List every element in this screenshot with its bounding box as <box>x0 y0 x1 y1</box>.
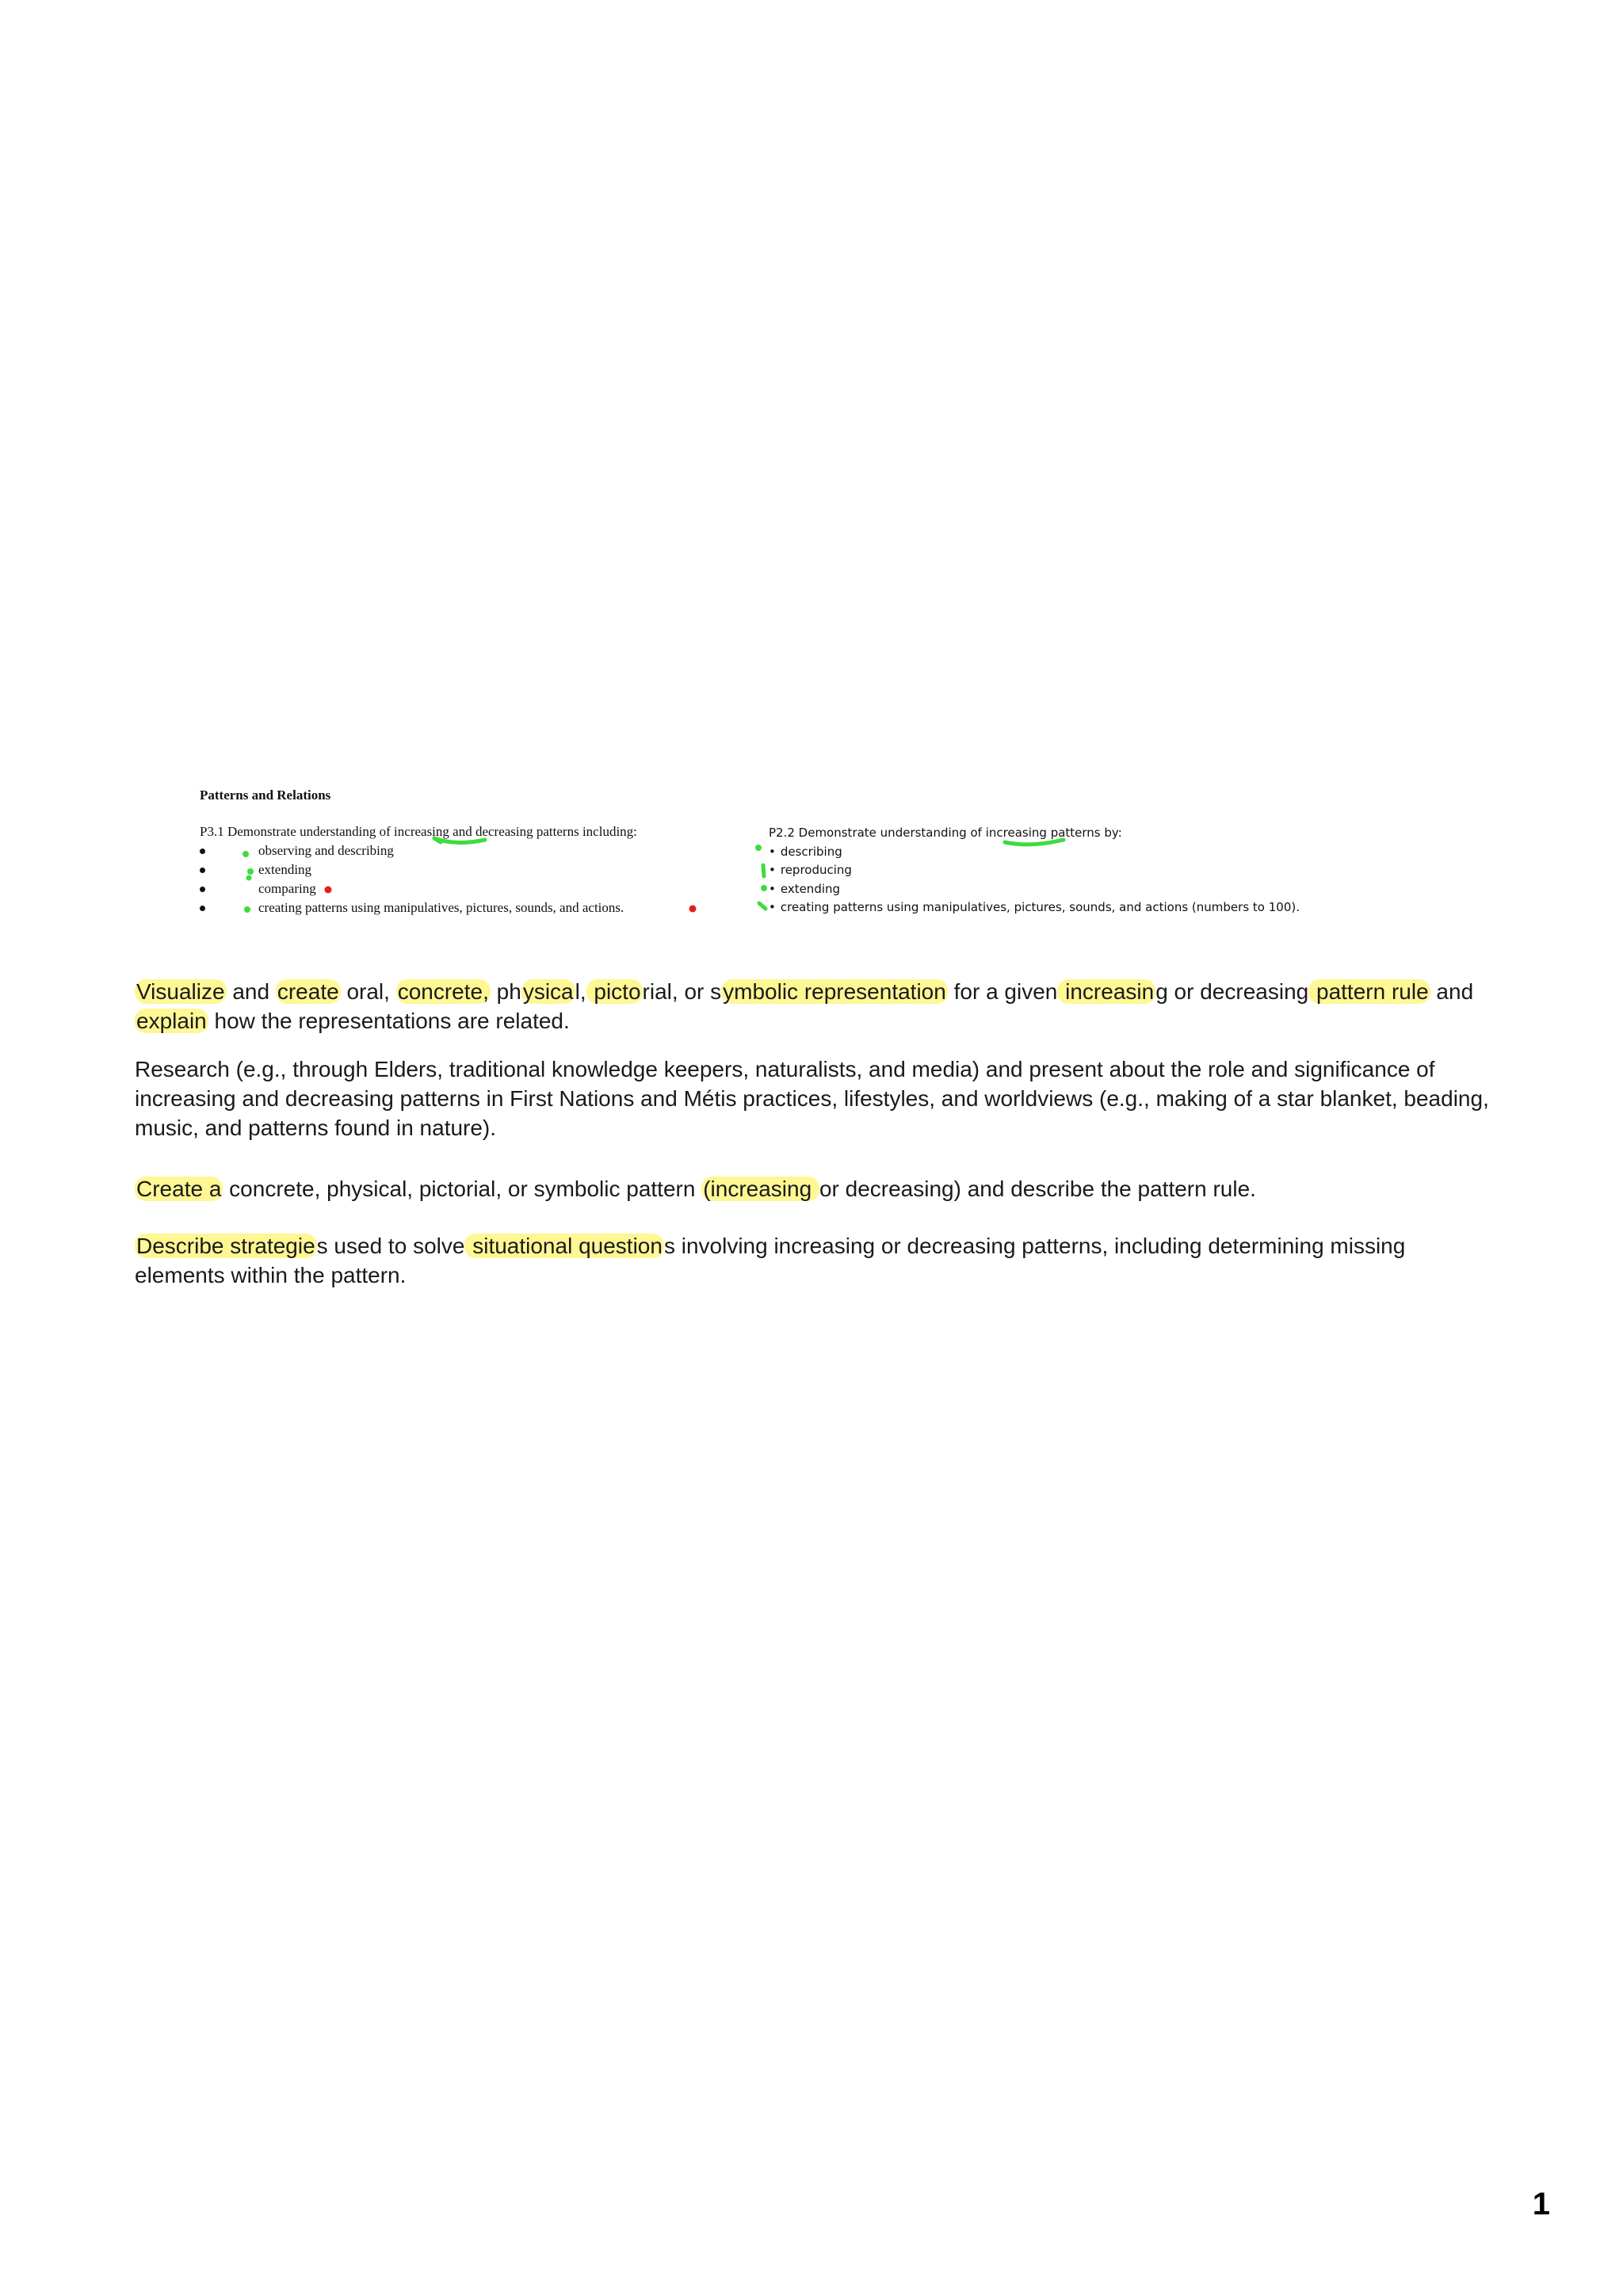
highlight: Visualize <box>136 979 225 1004</box>
green-dot-mark <box>761 885 767 891</box>
highlight: concrete, <box>397 979 489 1004</box>
green-underline-mark <box>1005 840 1064 845</box>
green-tick-mark <box>763 865 764 876</box>
red-dot-mark <box>325 887 332 894</box>
outcome-p2-2-statement: P2.2 Demonstrate understanding of increasing patterns by: <box>769 826 1122 840</box>
highlight: create <box>277 979 339 1004</box>
green-tick-mark <box>759 903 766 909</box>
highlight: increasin <box>1059 979 1155 1004</box>
green-dot-mark <box>242 851 249 857</box>
list-item: • creating patterns using manipulatives, pictures, sounds, and actions (numbers to 100). <box>769 900 1300 914</box>
indicator-paragraph-4: Describe strategies used to solve situational questions involving increasing or decreasing patterns, including determining missing elements within the pattern. <box>135 1234 1406 1287</box>
list-item: extending <box>200 860 739 879</box>
keyword-increasing: increasing <box>985 826 1047 840</box>
highlight: explain <box>136 1009 207 1033</box>
outcome-p3-1-statement: P3.1 Demonstrate understanding of increasing and decreasing patterns including: <box>200 824 637 839</box>
highlight: picto <box>587 979 641 1004</box>
list-item: observing and describing <box>200 841 739 860</box>
list-item: • reproducing <box>769 863 852 877</box>
highlight: ymbolic representation <box>723 979 946 1004</box>
highlight: situational question <box>466 1234 663 1258</box>
list-item: creating patterns using manipulatives, pictures, sounds, and actions. <box>200 898 739 917</box>
red-dot-mark <box>689 906 697 913</box>
highlight: Describe strategie <box>136 1234 315 1258</box>
keyword-increasing: increasing <box>394 824 449 839</box>
list-item: comparing <box>200 879 739 898</box>
highlight: Create a <box>136 1177 222 1201</box>
list-item: • extending <box>769 881 841 896</box>
highlight: (increasing <box>703 1177 818 1201</box>
highlight: pattern rule <box>1310 979 1429 1004</box>
green-dot-mark <box>755 845 762 851</box>
green-dot-mark <box>246 875 252 881</box>
green-dot-mark <box>244 906 250 913</box>
list-item: • describing <box>769 844 842 859</box>
page-number: 1 <box>1532 2187 1550 2222</box>
annotation-marks <box>0 0 1623 951</box>
indicator-paragraph-3: Create a concrete, physical, pictorial, or symbolic pattern (increasing or decreasing) and describe the pattern rule. <box>136 1177 1256 1201</box>
indicator-paragraph-2: Research (e.g., through Elders, traditional knowledge keepers, naturalists, and media) and present about the role and significance of increasing and decreasing patterns in First Nations and Métis practices, lifestyles, and worldviews (e.g., making of a star blanket, beading, music, and patterns found in nature). <box>135 1057 1489 1140</box>
green-dot-mark <box>247 868 254 875</box>
highlight: ysica <box>522 979 574 1004</box>
clip-heading: Patterns and Relations <box>200 788 331 803</box>
indicator-paragraph-1: Visualize and create oral, concrete, physical, pictorial, or symbolic representation for a given increasing or decreasing pattern rule and explain how the representations are related. <box>136 979 1474 1033</box>
